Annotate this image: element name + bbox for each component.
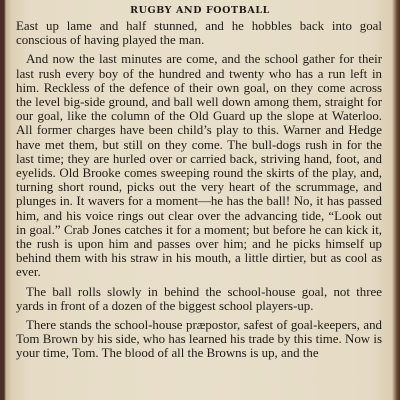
paragraph-continuation: East up lame and half stunned, and he hobbles back into goal conscious of having played the man.	[16, 19, 382, 48]
paragraph-last-rush: And now the last minutes are come, and the school gather for their last rush every boy of the hundred and twenty who has a run left in him. Reckless of the defence of their own goal, on they come across the level big-side ground, and ball well down among them, straight for our goal, like the column of the Old Guard up the slope at Waterloo. All former charges have been child’s play to this. Warner and Hedge have met them, but still on they come. The bull-dogs rush in for the last time; they are hurled over or carried back, striving hand, foot, and eyelids. Old Brooke comes sweeping round the skirts of the play, and, turning short round, picks out the very heart of the scrummage, and plunges in. It wavers for a moment—he has the ball! No, it has passed him, and his voice rings out clear over the advancing tide, “Look out in goal.” Crab Jones catches it for a moment; but before he can kick it, the rush is upon him and passes over him; and he picks himself up behind them with his straw in his mouth, a little dirtier, but as cool as ever.	[16, 52, 382, 280]
paragraph-ball-rolls: The ball rolls slowly in behind the school-house goal, not three yards in front of a dozen of the biggest school players-up.	[16, 284, 382, 313]
running-header: RUGBY AND FOOTBALL	[130, 5, 270, 16]
body-text	[16, 19, 382, 366]
paragraph-praepostor: There stands the school-house præpostor, safest of goal-keepers, and Tom Brown by his side, who has learned his trade by this time. Now is your time, Tom. The blood of all the Browns is up, and the	[16, 318, 382, 361]
